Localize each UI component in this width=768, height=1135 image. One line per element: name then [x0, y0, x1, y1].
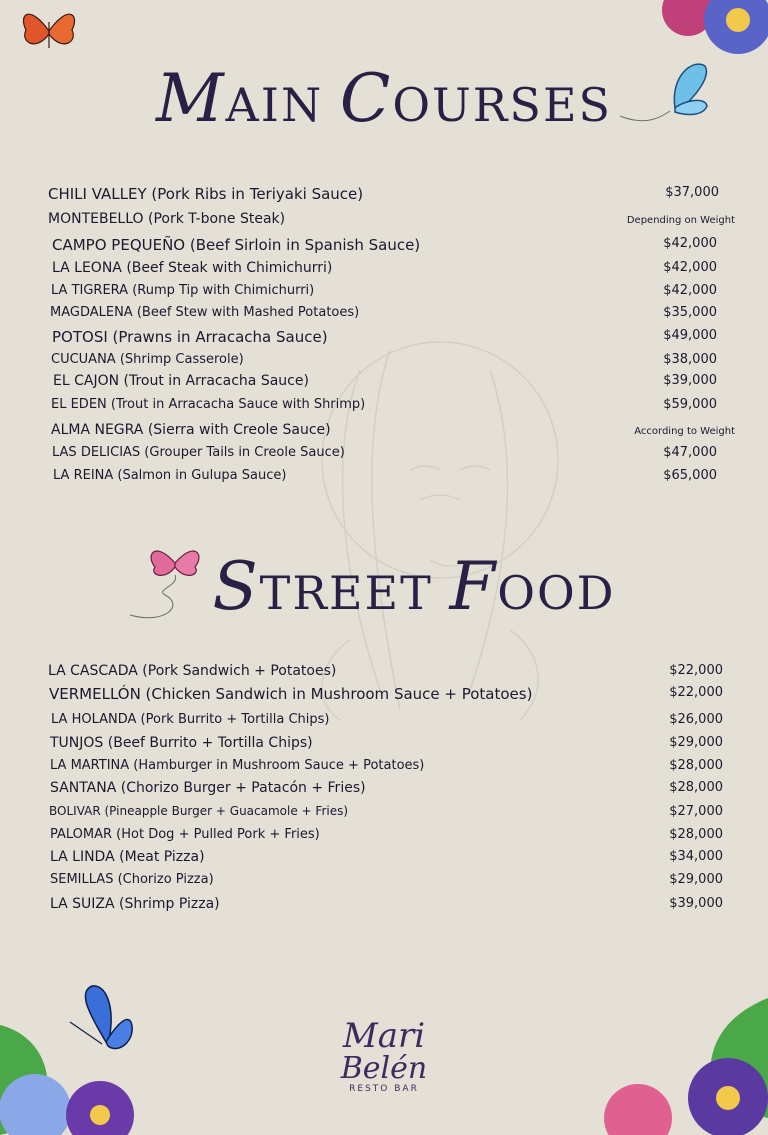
title-initial: F	[449, 548, 498, 625]
flower-icon	[598, 998, 768, 1135]
item-name: CUCUANA (Shrimp Casserole)	[51, 352, 244, 367]
butterfly-icon	[18, 2, 80, 60]
title-text: TREET	[259, 566, 450, 620]
item-name: LA TIGRERA (Rump Tip with Chimichurri)	[51, 283, 315, 298]
item-price: $27,000	[669, 804, 723, 819]
item-price: $42,000	[663, 283, 717, 298]
menu-item	[48, 373, 728, 395]
item-price: $38,000	[663, 352, 717, 367]
item-price: $65,000	[663, 468, 717, 483]
item-price: $22,000	[669, 663, 723, 678]
item-name: VERMELLÓN (Chicken Sandwich in Mushroom Sauce + Potatoes)	[49, 685, 533, 703]
menu-item	[48, 397, 728, 419]
item-price: $49,000	[663, 328, 717, 343]
item-name: LA CASCADA (Pork Sandwich + Potatoes)	[48, 663, 337, 679]
menu-item	[48, 712, 728, 734]
item-name: SEMILLAS (Chorizo Pizza)	[50, 872, 214, 887]
item-name: TUNJOS (Beef Burrito + Tortilla Chips)	[50, 735, 313, 751]
menu-item	[48, 735, 728, 757]
item-price: $22,000	[669, 685, 723, 700]
section-title	[30, 548, 768, 625]
item-price: $29,000	[669, 872, 723, 887]
menu-item	[48, 352, 728, 374]
menu-item	[48, 849, 728, 871]
menu-item	[48, 804, 728, 826]
menu-item	[48, 685, 728, 707]
menu-item	[48, 260, 728, 282]
item-name: EL CAJON (Trout in Arracacha Sauce)	[53, 373, 309, 389]
item-price: $34,000	[669, 849, 723, 864]
item-price: $42,000	[663, 260, 717, 275]
item-name: MAGDALENA (Beef Stew with Mashed Potatoes)	[50, 305, 360, 320]
item-name: POTOSI (Prawns in Arracacha Sauce)	[52, 328, 328, 346]
item-name: LA REINA (Salmon in Gulupa Sauce)	[53, 468, 287, 483]
item-name: PALOMAR (Hot Dog + Pulled Pork + Fries)	[50, 827, 320, 842]
item-name: LA SUIZA (Shrimp Pizza)	[50, 896, 220, 912]
menu-item	[48, 422, 735, 444]
menu-item	[48, 663, 728, 685]
item-price: $39,000	[669, 896, 723, 911]
item-price: $59,000	[663, 397, 717, 412]
title-initial: C	[339, 60, 393, 137]
menu-item	[48, 872, 728, 894]
menu-item	[48, 827, 728, 849]
item-price: Depending on Weight	[626, 215, 735, 226]
item-price: $29,000	[669, 735, 723, 750]
title-text: OOD	[497, 566, 616, 620]
menu-item	[48, 445, 728, 467]
restaurant-logo	[300, 1018, 468, 1108]
title-text: AIN	[225, 78, 340, 132]
item-name: ALMA NEGRA (Sierra with Creole Sauce)	[51, 422, 331, 438]
item-name: CHILI VALLEY (Pork Ribs in Teriyaki Sauce)	[48, 185, 364, 203]
flower-icon	[0, 1015, 160, 1135]
menu-item	[48, 236, 728, 258]
item-name: CAMPO PEQUEÑO (Beef Sirloin in Spanish Sauce)	[52, 236, 421, 254]
menu-item	[48, 305, 728, 327]
item-name: EL EDEN (Trout in Arracacha Sauce with Shrimp)	[51, 397, 366, 412]
page-title	[0, 60, 768, 137]
item-price: $28,000	[669, 780, 723, 795]
item-price: $26,000	[669, 712, 723, 727]
title-initial: M	[155, 60, 226, 137]
item-price: $35,000	[663, 305, 717, 320]
title-text: OURSES	[392, 78, 613, 132]
title-initial: S	[212, 548, 260, 625]
item-name: MONTEBELLO (Pork T-bone Steak)	[48, 211, 286, 227]
item-price: $42,000	[663, 236, 717, 251]
menu-item	[48, 780, 728, 802]
item-name: LAS DELICIAS (Grouper Tails in Creole Sauce)	[52, 445, 345, 460]
item-price: $28,000	[669, 758, 723, 773]
item-price: $39,000	[663, 373, 717, 388]
item-price: $47,000	[663, 445, 717, 460]
menu-item	[48, 211, 735, 233]
menu-item	[48, 328, 728, 350]
menu-item	[48, 758, 728, 780]
menu-item	[48, 185, 728, 207]
menu-item	[48, 896, 728, 918]
item-name: LA MARTINA (Hamburger in Mushroom Sauce + Potatoes)	[50, 758, 425, 773]
item-price: According to Weight	[634, 426, 735, 437]
logo-subtitle: RESTO BAR	[349, 1084, 419, 1094]
item-name: BOLIVAR (Pineapple Burger + Guacamole + Fries)	[49, 804, 349, 818]
item-name: SANTANA (Chorizo Burger + Patacón + Fries)	[50, 780, 366, 796]
item-price: $28,000	[669, 827, 723, 842]
item-name: LA LEONA (Beef Steak with Chimichurri)	[52, 260, 333, 276]
menu-item	[48, 468, 728, 490]
item-name: LA LINDA (Meat Pizza)	[50, 849, 205, 865]
menu-item	[48, 283, 728, 305]
logo-name-line2: Belén	[340, 1051, 428, 1086]
logo-name-line1: Mari	[342, 1016, 426, 1056]
item-price: $37,000	[665, 185, 719, 200]
item-name: LA HOLANDA (Pork Burrito + Tortilla Chips)	[51, 712, 330, 727]
